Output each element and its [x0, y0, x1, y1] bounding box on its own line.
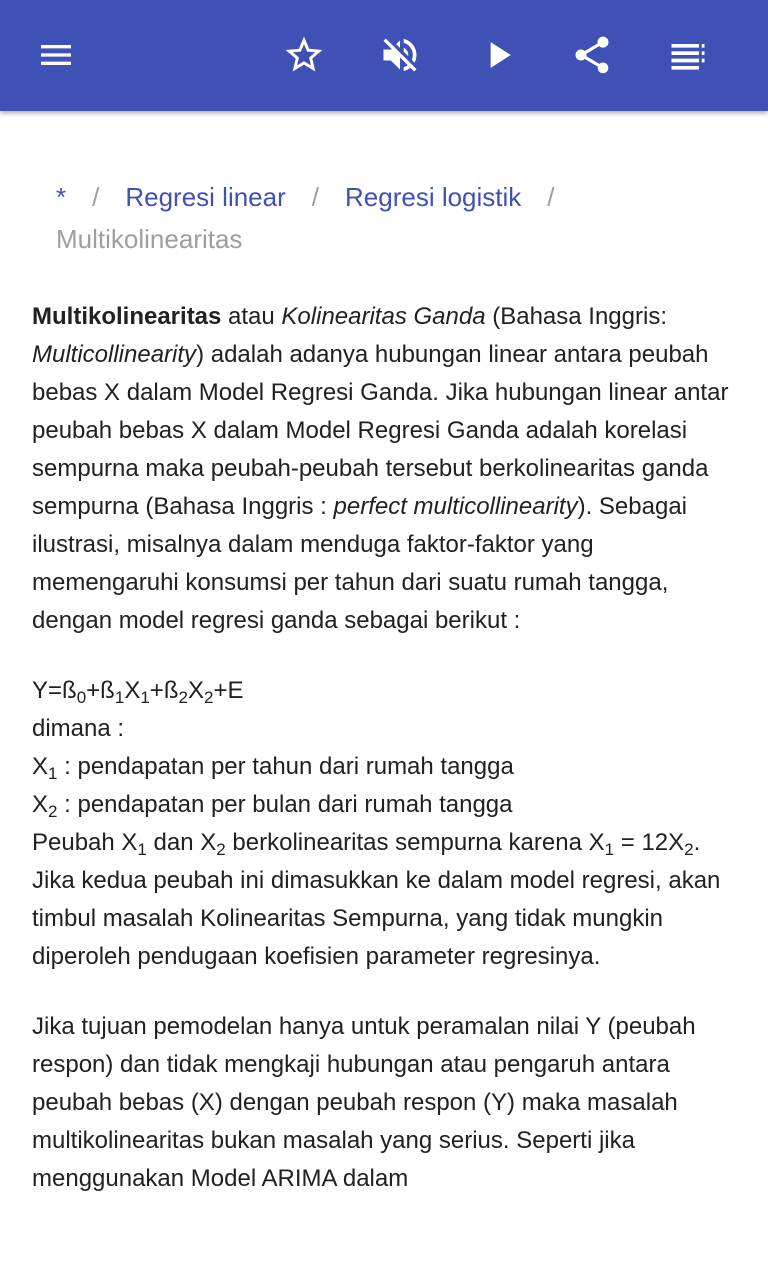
breadcrumb-separator: /	[311, 182, 319, 212]
var-part: X	[32, 753, 49, 780]
breadcrumb-current: Multikolinearitas	[56, 224, 243, 254]
equation	[32, 677, 244, 707]
breadcrumb-link-regresi-logistik[interactable]: Regresi logistik	[345, 182, 522, 212]
breadcrumb-separator: /	[92, 182, 100, 212]
eq-part: Y=ß	[32, 677, 77, 704]
var-part: X	[32, 791, 49, 818]
breadcrumb	[56, 176, 736, 260]
text-part: dan X	[146, 829, 217, 856]
volume-off-icon[interactable]	[376, 31, 424, 79]
var-part: : pendapatan per bulan dari rumah tangga	[57, 791, 513, 818]
eq-sub: 2	[178, 688, 188, 707]
eq-sub: 2	[203, 688, 214, 707]
list-icon[interactable]	[664, 31, 712, 79]
eq-sub: 1	[114, 688, 125, 707]
eq-sub: 0	[76, 688, 87, 707]
text-sub: 2	[684, 840, 694, 859]
var-part: : pendapatan per tahun dari rumah tangga	[57, 753, 514, 780]
var-sub: 2	[48, 802, 58, 821]
var-sub: 1	[48, 764, 58, 783]
article-term-alt: Kolinearitas Ganda	[281, 303, 486, 330]
breadcrumb-separator: /	[547, 182, 555, 212]
eq-part: +E	[213, 677, 244, 704]
text-sub: 2	[216, 840, 226, 859]
article-english-term: Multicollinearity	[32, 341, 197, 368]
play-icon[interactable]	[474, 31, 522, 79]
eq-part: +ß	[86, 677, 115, 704]
article-paragraph: Jika tujuan pemodelan hanya untuk peramalan nilai Y (peubah respon) dan tidak mengkaji hubungan atau pengaruh antara peubah bebas (X) dengan peubah respon (Y) maka masalah multikolinearitas bukan masalah yang serius. Seperti jika menggunakan Model ARIMA dalam	[32, 1013, 696, 1192]
variable-x1-definition	[32, 753, 514, 783]
article-intro-paragraph	[32, 298, 737, 640]
text-part: berkolinearitas sempurna karena X	[225, 829, 605, 856]
eq-part: +ß	[149, 677, 179, 704]
eq-part: X	[187, 677, 204, 704]
article-text: atau	[221, 303, 282, 330]
star-outline-icon[interactable]	[280, 31, 328, 79]
share-icon[interactable]	[568, 31, 616, 79]
eq-part: X	[124, 677, 141, 704]
app-toolbar	[0, 0, 768, 111]
text-sub: 1	[137, 840, 147, 859]
text-part: = 12X	[614, 829, 685, 856]
variable-x2-definition	[32, 791, 513, 821]
article-text: ). Sebagai ilustrasi, misalnya dalam menduga faktor-faktor yang memengaruhi konsumsi per tahun dari suatu rumah tangga, dengan model regresi ganda sebagai berikut :	[32, 493, 687, 634]
article-text: (Bahasa Inggris:	[485, 303, 667, 330]
text-sub: 1	[604, 840, 615, 859]
article-english-term-2: perfect multicollinearity	[333, 493, 578, 520]
breadcrumb-link-regresi-linear[interactable]: Regresi linear	[125, 182, 286, 212]
breadcrumb-link-home[interactable]: *	[56, 182, 67, 212]
collinearity-explanation	[32, 829, 720, 970]
article-text: ) adalah adanya hubungan linear antara peubah bebas X dalam Model Regresi Ganda. Jika hubungan linear antar peubah bebas X dalam Model Regresi Ganda adalah korelasi sempurna maka peubah-peubah tersebut berkolinearitas ganda sempurna (Bahasa Inggris :	[32, 341, 729, 520]
article-term: Multikolinearitas	[32, 303, 222, 330]
article-equation-block	[32, 672, 737, 976]
article-body	[32, 298, 737, 1198]
text-part: Peubah X	[32, 829, 138, 856]
text-part: . Jika kedua peubah ini dimasukkan ke dalam model regresi, akan timbul masalah Kolinearitas Sempurna, yang tidak mungkin diperoleh pendugaan koefisien parameter regresinya.	[32, 829, 721, 970]
eq-sub: 1	[140, 688, 150, 707]
menu-icon[interactable]	[32, 31, 80, 79]
dimana-label: dimana :	[32, 715, 125, 742]
